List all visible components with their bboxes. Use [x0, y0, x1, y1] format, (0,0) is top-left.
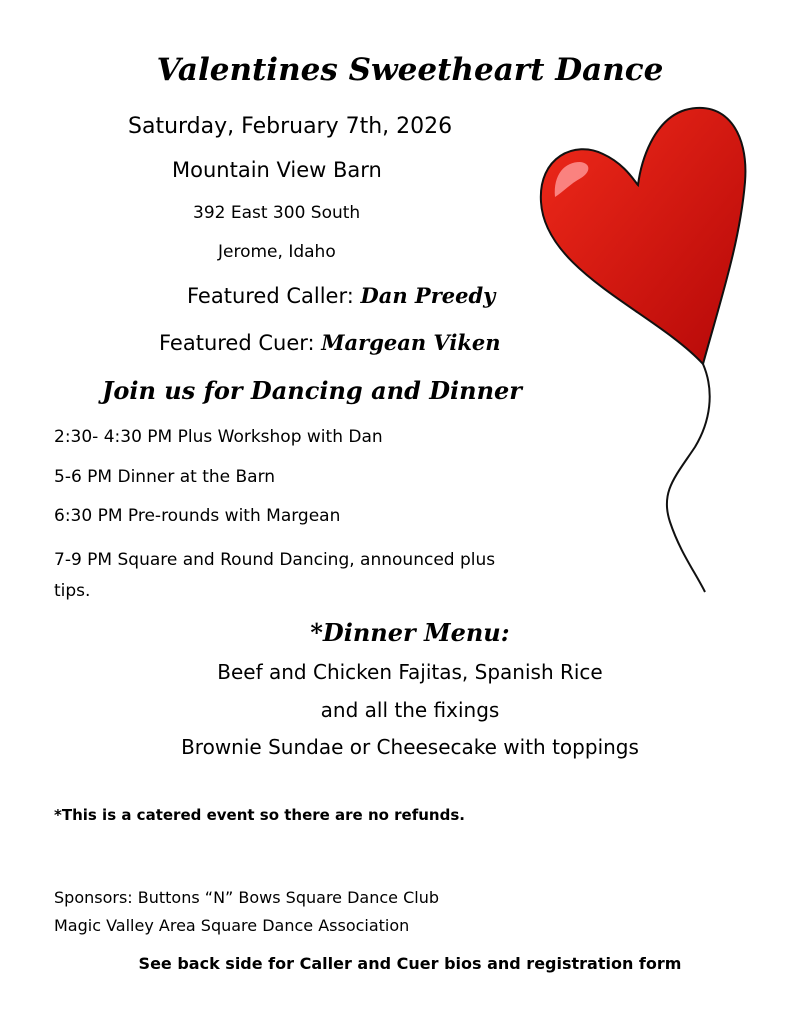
join-heading: Join us for Dancing and Dinner	[102, 376, 522, 405]
caller-name: Dan Preedy	[360, 283, 496, 308]
sponsor-line: Magic Valley Area Square Dance Association	[54, 916, 410, 935]
menu-line: and all the fixings	[320, 698, 500, 722]
schedule-item: 6:30 PM Pre-rounds with Margean	[54, 506, 341, 526]
sponsor-line: Sponsors: Buttons “N” Bows Square Dance Club	[54, 888, 439, 907]
cuer-label: Featured Cuer:	[159, 331, 322, 355]
schedule-item: 5-6 PM Dinner at the Barn	[54, 467, 276, 487]
venue-name: Mountain View Barn	[172, 158, 382, 182]
address-street: 392 East 300 South	[193, 203, 361, 223]
menu-line: Brownie Sundae or Cheesecake with toppings	[181, 735, 639, 759]
heart-shape	[541, 108, 746, 364]
refund-note: *This is a catered event so there are no refunds.	[54, 806, 465, 824]
address-city: Jerome, Idaho	[218, 242, 336, 262]
page-title: Valentines Sweetheart Dance	[156, 52, 664, 88]
back-side-note: See back side for Caller and Cuer bios and registration form	[138, 954, 682, 973]
schedule-item: 7-9 PM Square and Round Dancing, announced plus tips.	[54, 550, 496, 601]
cuer-name: Margean Viken	[321, 330, 501, 355]
menu-line: Beef and Chicken Fajitas, Spanish Rice	[217, 660, 603, 684]
balloon-string	[667, 364, 710, 592]
event-date: Saturday, February 7th, 2026	[128, 114, 453, 139]
featured-cuer	[159, 330, 501, 355]
schedule-item: 2:30- 4:30 PM Plus Workshop with Dan	[54, 427, 383, 447]
heart-balloon-icon	[535, 102, 755, 602]
featured-caller	[187, 283, 495, 308]
menu-heading: *Dinner Menu:	[310, 618, 510, 647]
caller-label: Featured Caller:	[187, 284, 361, 308]
